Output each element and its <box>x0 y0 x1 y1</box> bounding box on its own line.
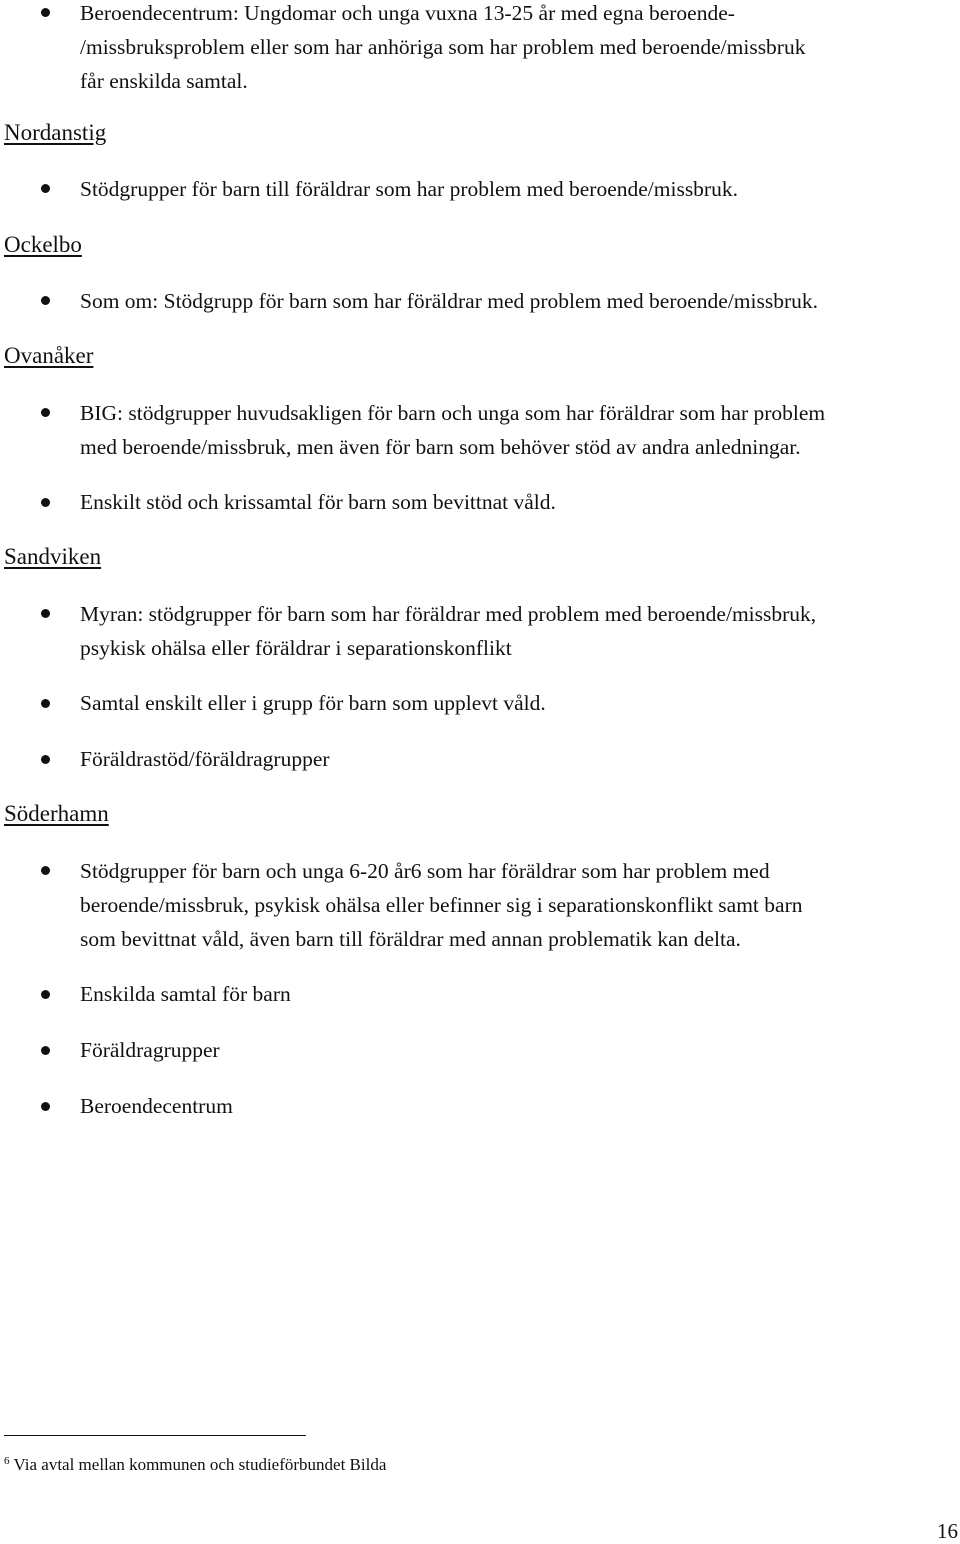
list-item-beroendecentrum-ungdomar: Beroendecentrum: Ungdomar och unga vuxna 13-25 år med egna beroende- /missbruksproblem eller som har anhöriga som har problem med beroende/missbruk får enskilda samtal. <box>80 1 806 93</box>
heading-sandviken: Sandviken <box>4 544 102 569</box>
footnote-text: Via avtal mellan kommunen och studieförbundet Bilda <box>13 1455 387 1474</box>
bullet-icon <box>41 755 50 764</box>
heading-ockelbo: Ockelbo <box>4 232 82 257</box>
list-item-sandviken-3: Föräldrastöd/föräldragrupper <box>80 747 330 771</box>
bullet-icon <box>41 1102 50 1111</box>
bullet-icon <box>41 408 50 417</box>
footnote-marker: 6 <box>4 1455 10 1467</box>
bullet-icon <box>41 1046 50 1055</box>
bullet-icon <box>41 609 50 618</box>
list-item-ovanaker-2: Enskilt stöd och krissamtal för barn som bevittnat våld. <box>80 490 556 514</box>
page-number: 16 <box>937 1519 958 1543</box>
list-item-soderhamn-4: Beroendecentrum <box>80 1094 233 1118</box>
bullet-icon <box>41 699 50 708</box>
footnote <box>4 1450 386 1476</box>
bullet-icon <box>41 8 50 17</box>
list-item-sandviken-1: Myran: stödgrupper för barn som har föräldrar med problem med beroende/missbruk, psykisk ohälsa eller föräldrar i separationskonflikt <box>80 602 817 660</box>
list-item-nordanstig-1: Stödgrupper för barn till föräldrar som har problem med beroende/missbruk. <box>80 177 738 201</box>
list-item-soderhamn-1: Stödgrupper för barn och unga 6-20 år6 som har föräldrar som har problem med beroende/missbruk, psykisk ohälsa eller befinner sig i separationskonflikt samt barn som bevittnat våld, även barn till föräldrar med annan problematik kan delta. <box>80 859 803 951</box>
list-item-ovanaker-1: BIG: stödgrupper huvudsakligen för barn och unga som har föräldrar som har problem med beroende/missbruk, men även för barn som behöver stöd av andra anledningar. <box>80 401 826 459</box>
bullet-icon <box>41 184 50 193</box>
list-item-soderhamn-3: Föräldragrupper <box>80 1038 220 1062</box>
list-item-ockelbo-1: Som om: Stödgrupp för barn som har föräldrar med problem med beroende/missbruk. <box>80 289 819 313</box>
bullet-icon <box>41 866 50 875</box>
heading-ovanaker: Ovanåker <box>4 343 94 368</box>
list-item-soderhamn-2: Enskilda samtal för barn <box>80 982 291 1006</box>
bullet-icon <box>41 990 50 999</box>
footnote-divider <box>4 1435 306 1436</box>
list-item-sandviken-2: Samtal enskilt eller i grupp för barn som upplevt våld. <box>80 691 546 715</box>
bullet-icon <box>41 498 50 507</box>
heading-nordanstig: Nordanstig <box>4 120 107 145</box>
heading-soderhamn: Söderhamn <box>4 801 109 826</box>
bullet-icon <box>41 296 50 305</box>
